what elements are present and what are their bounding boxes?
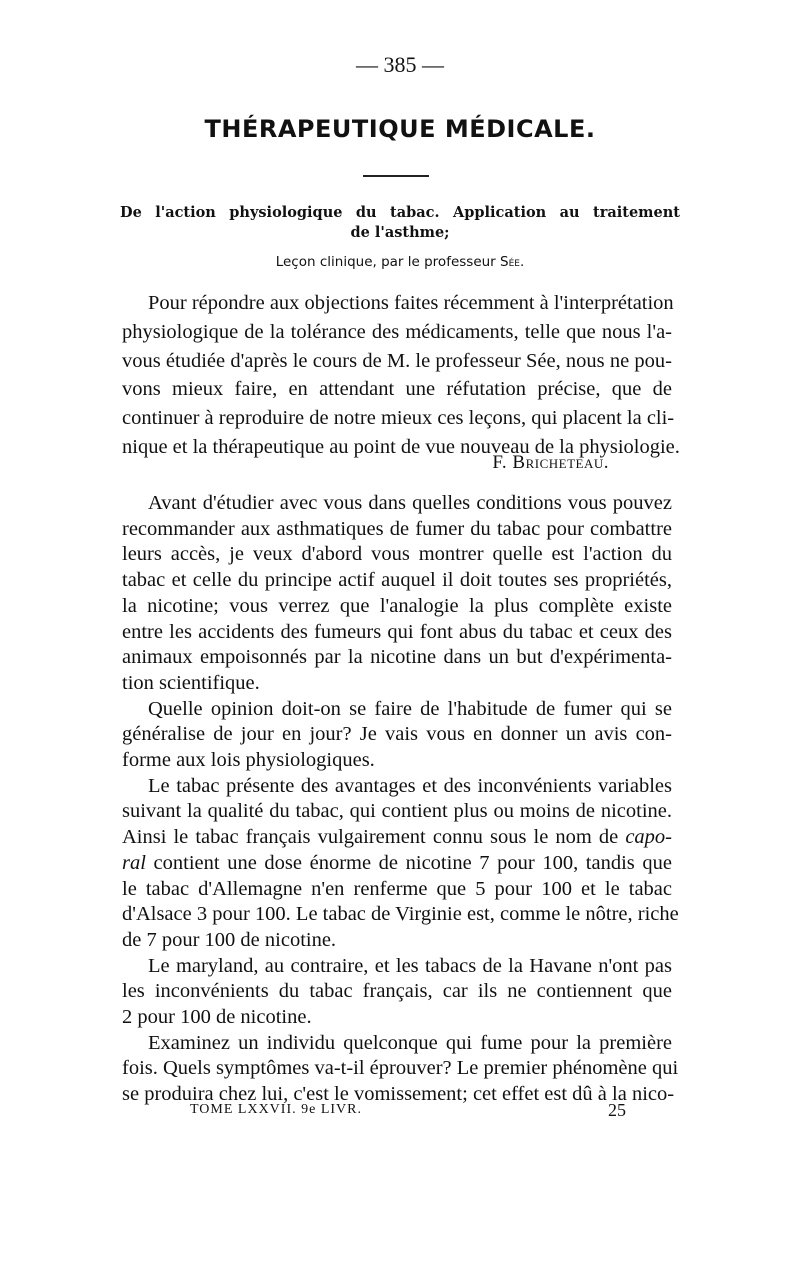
body-line: ral contient une dose énorme de nicotine 7 pour 100, tandis que bbox=[122, 851, 672, 874]
volume-footer: TOME LXXVII. 9e LIVR. bbox=[190, 1102, 362, 1117]
body-line: tion scientifique. bbox=[122, 671, 260, 694]
subtitle-line-2: de l'asthme; bbox=[350, 224, 450, 241]
intro-line: continuer à reproduire de notre mieux ces leçons, qui placent la cli- bbox=[122, 407, 675, 430]
body-line: Ainsi le tabac français vulgairement connu sous le nom de capo- bbox=[122, 826, 672, 849]
intro-line: vous étudiée d'après le cours de M. le professeur Sée, nous ne pou- bbox=[122, 349, 672, 372]
body-line: généralise de jour en jour? Je vais vous en donner un avis con- bbox=[122, 723, 672, 746]
body-line: Quelle opinion doit-on se faire de l'habitude de fumer qui se bbox=[148, 697, 672, 720]
body-line: forme aux lois physiologiques. bbox=[122, 749, 375, 772]
section-title: THÉRAPEUTIQUE MÉDICALE. bbox=[204, 115, 596, 143]
intro-line: Pour répondre aux objections faites récemment à l'interprétation bbox=[148, 292, 674, 314]
body-line: Le maryland, au contraire, et les tabacs de la Havane n'ont pas bbox=[148, 954, 672, 977]
body-line: animaux empoisonnés par la nicotine dans un but d'expérimenta- bbox=[122, 646, 672, 669]
lecture-byline-prefix: Leçon clinique, par le professeur bbox=[275, 254, 496, 270]
professor-name: Sée. bbox=[500, 254, 525, 270]
body-line: se produira chez lui, c'est le vomissement; cet effet est dû à la nico- bbox=[122, 1083, 675, 1106]
article-subtitle bbox=[120, 203, 680, 243]
title-divider bbox=[363, 175, 429, 177]
body-line: Le tabac présente des avantages et des inconvénients variables bbox=[148, 774, 672, 797]
body-line: tabac et celle du principe actif auquel il doit toutes ses propriétés, bbox=[122, 569, 672, 592]
body-line: fois. Quels symptômes va-t-il éprouver? Le premier phénomène qui bbox=[122, 1057, 679, 1080]
body-line: 2 pour 100 de nicotine. bbox=[122, 1006, 312, 1029]
body-line: leurs accès, je veux d'abord vous montrer quelle est l'action du bbox=[122, 543, 672, 566]
intro-line: nique et la thérapeutique au point de vue nouveau de la physiologie. bbox=[122, 435, 680, 458]
body-line: Examinez un individu quelconque qui fume pour la première bbox=[148, 1031, 672, 1054]
main-text bbox=[122, 491, 679, 1108]
body-line: la nicotine; vous verrez que l'analogie la plus complète existe bbox=[122, 594, 672, 617]
intro-line: physiologique de la tolérance des médicaments, telle que nous l'a- bbox=[122, 320, 672, 343]
intro-line: vons mieux faire, en attendant une réfutation précise, que de bbox=[122, 378, 672, 401]
body-line: recommander aux asthmatiques de fumer du tabac pour combattre bbox=[122, 517, 672, 540]
author-signature: F. Bricheteau. bbox=[492, 452, 609, 473]
signature-mark: 25 bbox=[608, 1100, 626, 1120]
body-line: suivant la qualité du tabac, qui contient plus ou moins de nicotine. bbox=[122, 800, 672, 823]
body-line: les inconvénients du tabac français, car ils ne contiennent que bbox=[122, 980, 672, 1003]
page-number: — 385 — bbox=[356, 52, 444, 77]
body-line: le tabac d'Allemagne n'en renferme que 5 pour 100 et le tabac bbox=[122, 877, 672, 900]
body-line: d'Alsace 3 pour 100. Le tabac de Virginie est, comme le nôtre, riche bbox=[122, 903, 679, 926]
lecture-byline bbox=[0, 254, 800, 270]
body-line: Avant d'étudier avec vous dans quelles conditions vous pouvez bbox=[148, 492, 672, 514]
body-line: entre les accidents des fumeurs qui font abus du tabac et ceux des bbox=[122, 620, 672, 643]
subtitle-line-1: De l'action physiologique du tabac. Application au traitement bbox=[120, 204, 680, 221]
intro-paragraph bbox=[122, 289, 680, 462]
body-line: de 7 pour 100 de nicotine. bbox=[122, 928, 337, 951]
